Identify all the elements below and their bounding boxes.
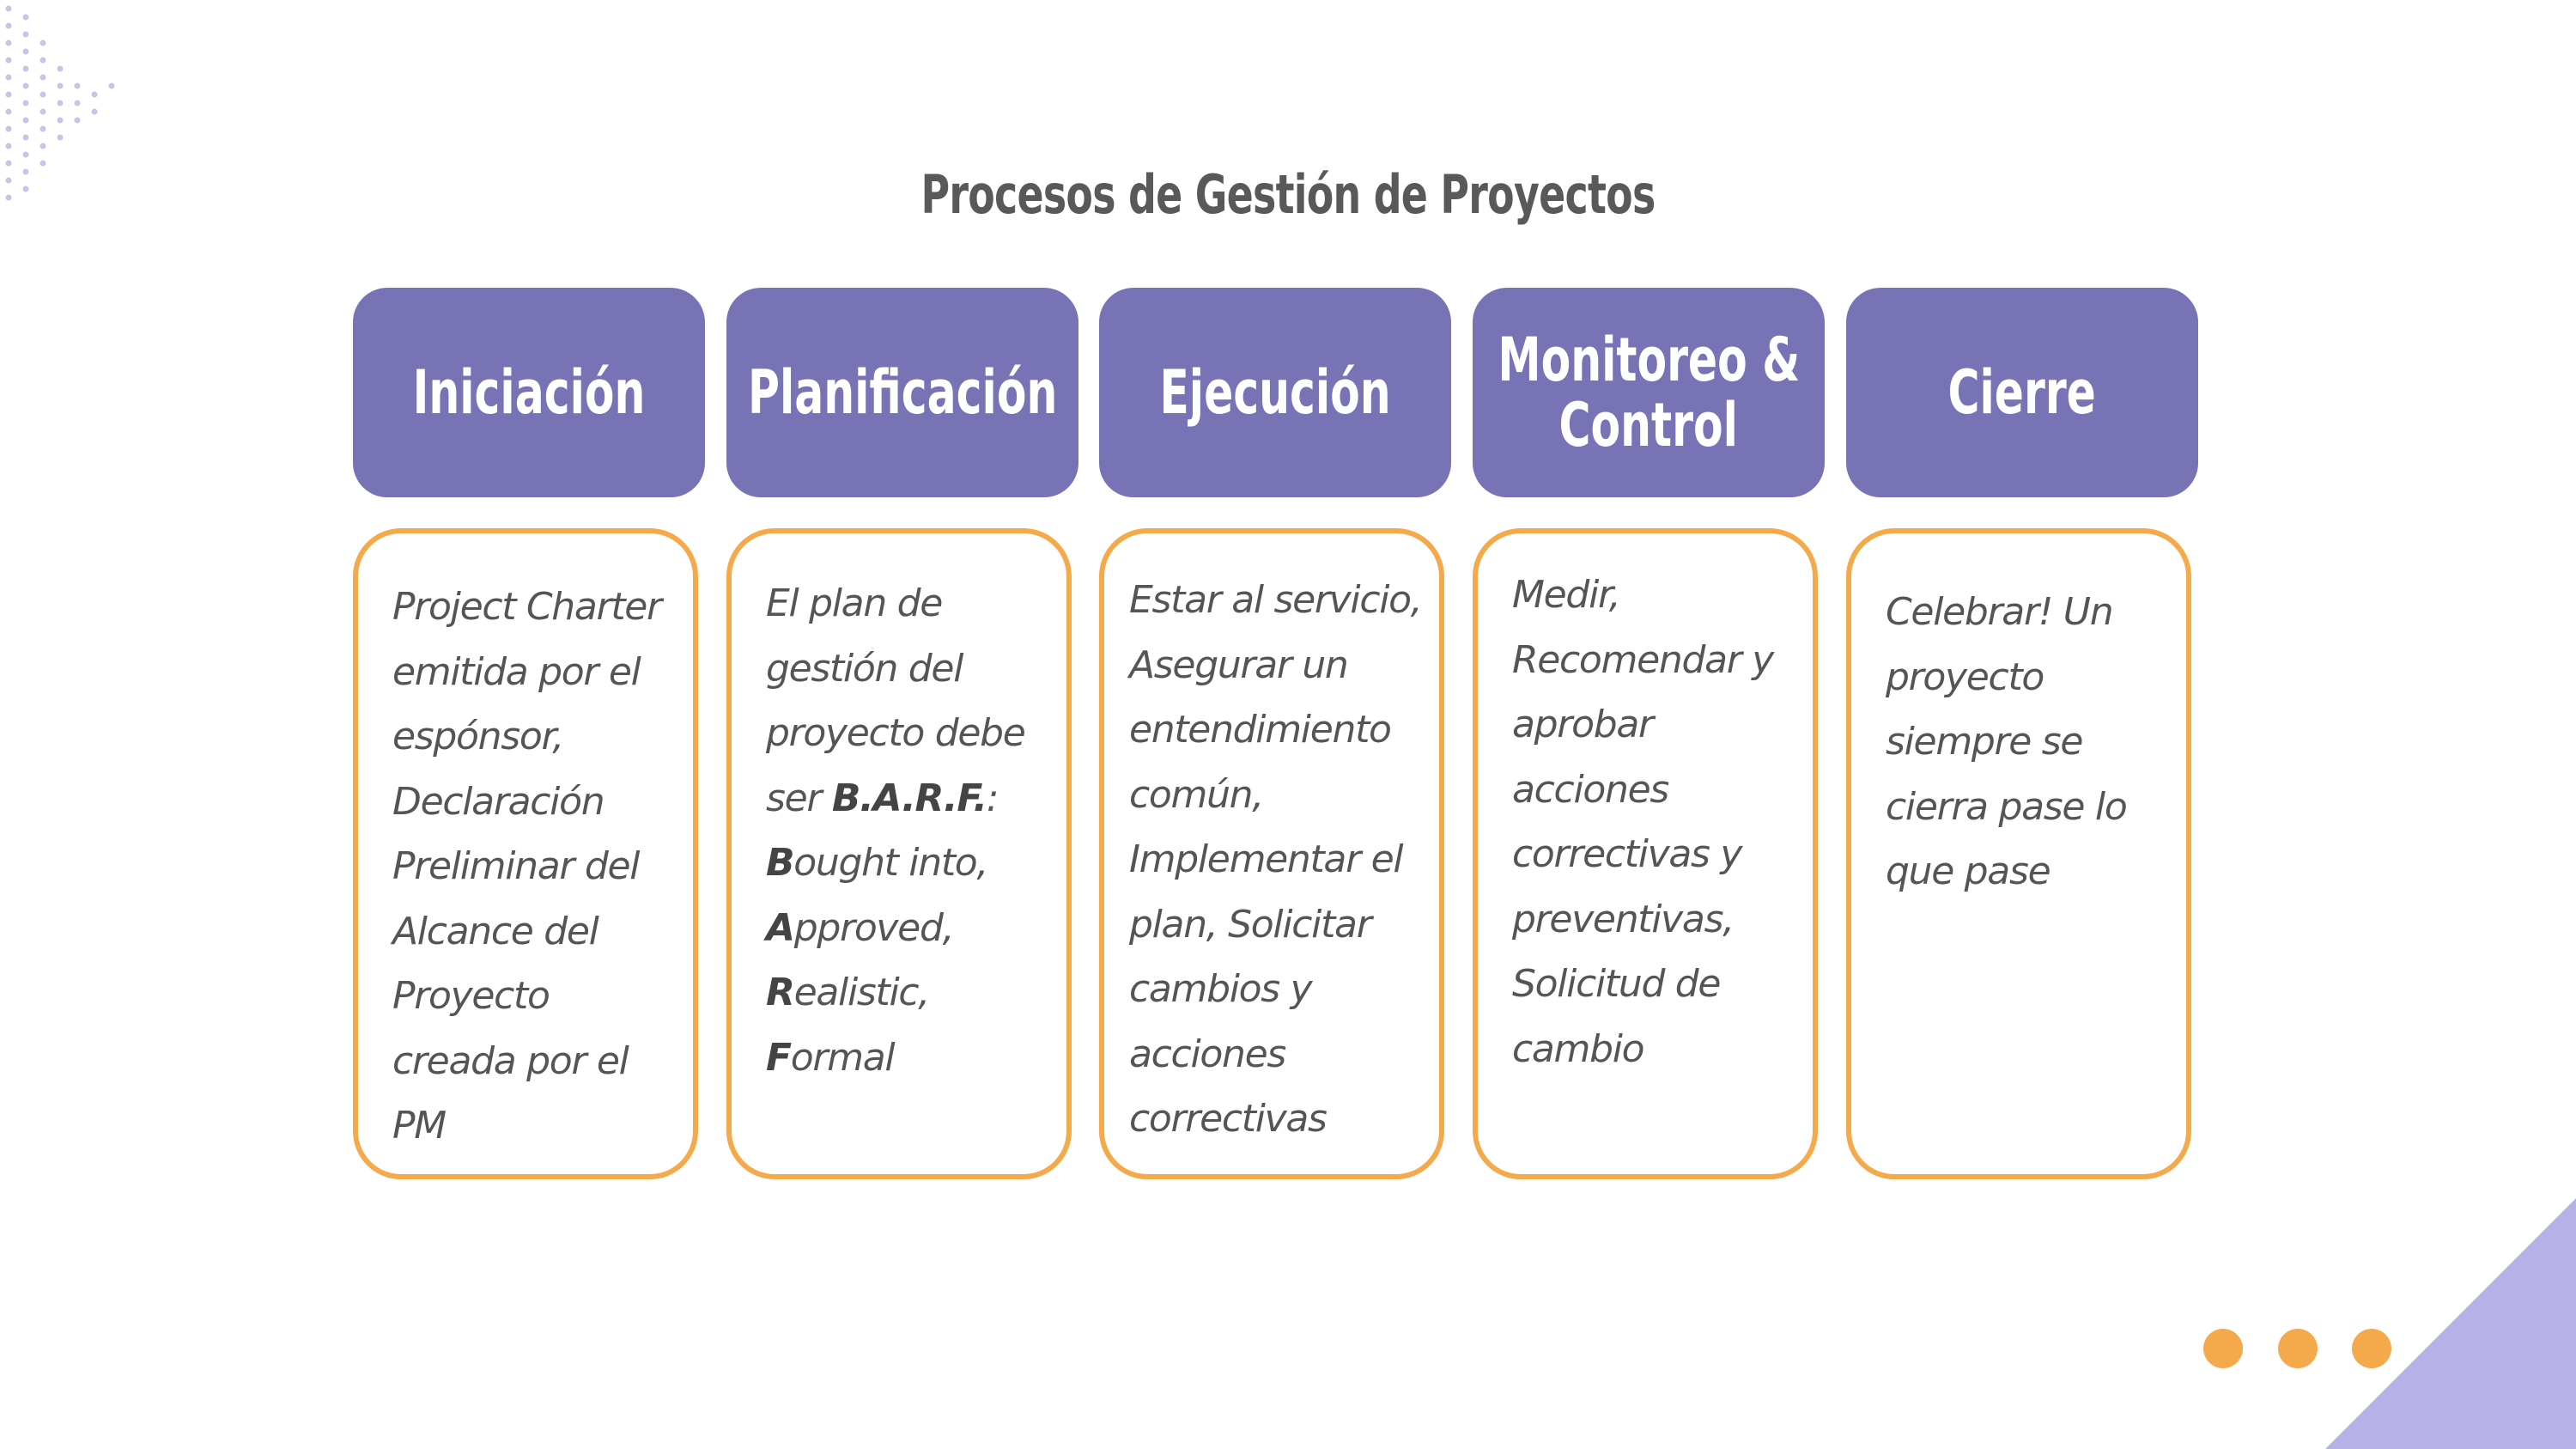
process-header-monitoreo-control — [1473, 288, 1825, 497]
barf-acronym: B.A.R.F. — [831, 776, 987, 820]
description-line — [766, 766, 1054, 831]
process-header-label — [1439, 327, 1859, 458]
barf-item — [766, 1026, 1054, 1091]
process-content-monitoreo-control — [1473, 528, 1818, 1179]
process-header-label: Planificación — [747, 357, 1058, 428]
process-content-ejecucion — [1099, 528, 1444, 1179]
description-line: gestión del — [766, 646, 963, 691]
process-column-monitoreo-control — [1473, 288, 1825, 1071]
barf-item — [766, 896, 1054, 961]
process-description: Medir, Recomendar y aprobar acciones correctivas y preventivas, Solicitud de cambio — [1512, 573, 1773, 1071]
process-header-iniciacion — [353, 288, 705, 497]
decorative-dot — [2203, 1329, 2243, 1368]
process-description: Celebrar! Un proyecto siempre se cierra pase lo que pase — [1886, 590, 2127, 893]
process-content-iniciacion — [353, 528, 698, 1179]
process-header-label: Ejecución — [1159, 357, 1391, 428]
process-column-planificacion — [726, 288, 1078, 1080]
barf-initial: R — [766, 971, 794, 1014]
barf-initial: A — [766, 905, 794, 950]
process-description: Project Charter emitida por el espónsor, Declaración Preliminar del Alcance del Proyecto creada por el PM — [392, 585, 661, 1148]
process-header-cierre — [1846, 288, 2198, 497]
process-column-cierre — [1846, 288, 2198, 893]
process-header-ejecucion — [1099, 288, 1451, 497]
process-header-label: Iniciación — [412, 357, 646, 428]
description-line: El plan de — [766, 581, 943, 625]
process-column-iniciacion — [353, 288, 705, 1148]
process-header-planificacion — [726, 288, 1078, 497]
barf-item — [766, 960, 1054, 1026]
barf-initial: F — [766, 1035, 791, 1080]
process-header-label: Cierre — [1947, 357, 2097, 428]
header-line: Monitoreo & — [1498, 325, 1800, 395]
decorative-dot-pattern — [0, 0, 137, 223]
process-column-ejecucion — [1099, 288, 1451, 1141]
barf-word: ought into, — [793, 841, 988, 885]
barf-initial: B — [766, 841, 794, 885]
barf-word: ealistic, — [793, 971, 929, 1014]
barf-item — [766, 831, 1054, 896]
description-text: : — [986, 776, 999, 820]
slide-title: Procesos de Gestión de Proyectos — [920, 163, 1656, 226]
description-line: proyecto debe — [766, 711, 1025, 755]
process-description: Estar al servicio, Asegurar un entendimiento común, Implementar el plan, Solicitar cambios y acciones correctivas — [1129, 578, 1422, 1141]
process-description — [766, 568, 1054, 1090]
header-line: Control — [1558, 390, 1739, 460]
process-content-planificacion — [726, 528, 1072, 1179]
description-text: ser — [766, 776, 832, 820]
barf-word: pproved, — [793, 905, 954, 950]
decorative-corner-triangle — [2325, 1198, 2576, 1449]
decorative-dot — [2278, 1329, 2318, 1368]
barf-word: ormal — [790, 1035, 895, 1080]
process-content-cierre — [1846, 528, 2191, 1179]
